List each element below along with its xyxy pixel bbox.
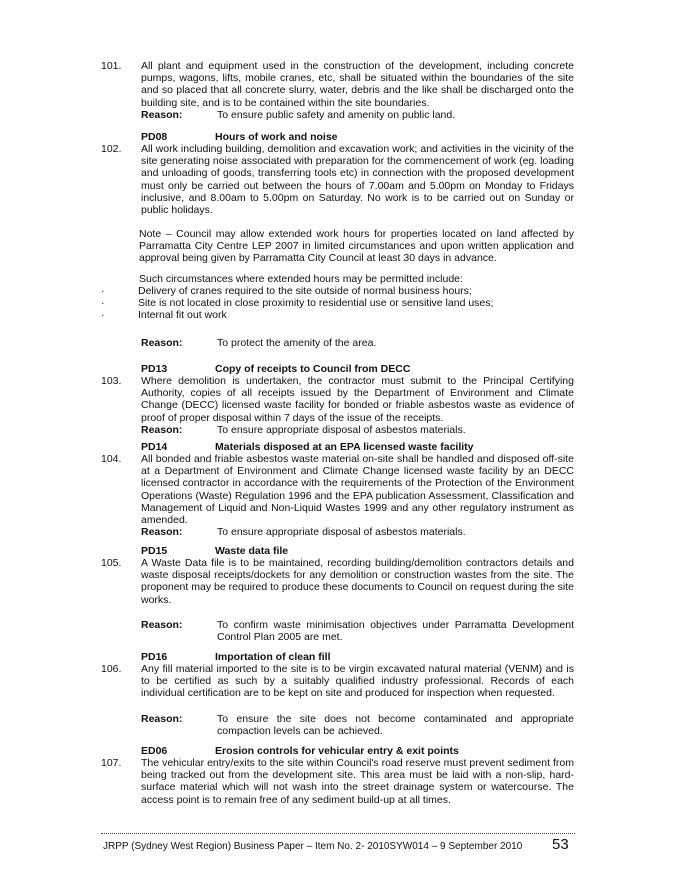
list-item bbox=[101, 297, 571, 309]
reason-label: Reason: bbox=[141, 337, 183, 349]
condition-103 bbox=[103, 375, 574, 436]
condition-number: 107. bbox=[101, 757, 122, 769]
section-heading-pd13 bbox=[141, 363, 410, 375]
condition-107 bbox=[103, 757, 574, 806]
condition-text: Any fill material imported to the site is to be virgin excavated natural material (VENM) and is to be certified as such by a suitably qualified industry professional. Records of each individual certification are to be kept on site and produced for inspection when requested. bbox=[141, 663, 574, 700]
reason-text: To ensure appropriate disposal of asbestos materials. bbox=[217, 526, 466, 539]
section-title: Hours of work and noise bbox=[215, 131, 338, 143]
condition-number: 103. bbox=[101, 375, 122, 387]
reason-105 bbox=[103, 619, 574, 643]
reason-text: To ensure appropriate disposal of asbestos materials. bbox=[217, 423, 466, 436]
reason-text: To ensure the site does not become contaminated and appropriate compaction levels can be achieved. bbox=[217, 713, 574, 738]
reason-text: To protect the amenity of the area. bbox=[217, 337, 377, 349]
condition-number: 104. bbox=[101, 453, 122, 465]
list-item bbox=[101, 309, 571, 321]
footer-text: JRPP (Sydney West Region) Business Paper – Item No. 2- 2010SYW014 – 9 September 2010 bbox=[103, 841, 523, 852]
circumstances-list bbox=[101, 285, 571, 322]
reason-label: Reason: bbox=[141, 713, 183, 725]
condition-text: A Waste Data file is to be maintained, recording building/demolition contractors details and waste disposal receipts/dockets for any demolition or construction wastes from the site. The proponent may be required to produce these documents to Council on request during the site works. bbox=[141, 557, 574, 606]
circumstances-intro: Such circumstances where extended hours may be permitted include: bbox=[139, 273, 463, 285]
section-heading-pd16 bbox=[141, 651, 331, 663]
bullet-icon: · bbox=[101, 309, 105, 322]
reason-106 bbox=[103, 713, 574, 737]
reason-row bbox=[141, 109, 574, 121]
section-title: Erosion controls for vehicular entry & exit points bbox=[215, 745, 459, 757]
reason-row bbox=[141, 424, 574, 436]
section-title: Waste data file bbox=[215, 545, 289, 557]
condition-105 bbox=[103, 557, 574, 606]
section-code: PD08 bbox=[141, 131, 168, 143]
condition-text: All plant and equipment used in the construction of the development, including concrete pumps, wagons, lifts, mobile cranes, etc, shall be situated within the boundaries of the site and so placed that all concrete slurry, water, debris and the like shall be discharged onto the building site, and is to be contained within the site boundaries. bbox=[141, 60, 574, 109]
reason-row bbox=[141, 713, 574, 737]
section-code: PD15 bbox=[141, 545, 168, 557]
condition-number: 102. bbox=[101, 143, 122, 155]
condition-text: The vehicular entry/exits to the site within Council's road reserve must prevent sediment from being tracked out from the development site. This area must be laid with a non-slip, hard-surface material which will not wash into the street drainage system or watercourse. The access point is to remain free of any sediment build-up at all times. bbox=[141, 757, 574, 806]
section-heading-pd15 bbox=[141, 545, 288, 557]
section-code: PD16 bbox=[141, 651, 168, 663]
section-title: Importation of clean fill bbox=[215, 651, 331, 663]
condition-102 bbox=[103, 143, 574, 216]
reason-text: To ensure public safety and amenity on public land. bbox=[217, 108, 456, 121]
condition-104 bbox=[103, 453, 574, 538]
section-title: Materials disposed at an EPA licensed waste facility bbox=[215, 441, 474, 453]
footer-divider bbox=[101, 833, 575, 834]
reason-102 bbox=[103, 337, 574, 349]
section-heading-pd14 bbox=[141, 441, 474, 453]
reason-label: Reason: bbox=[141, 619, 183, 631]
section-code: PD13 bbox=[141, 363, 168, 375]
condition-text: Where demolition is undertaken, the contractor must submit to the Principal Certifying Authority, copies of all receipts issued by the Department of Environment and Climate Change (DECC) licensed waste facility for bonded or friable asbestos waste as evidence of proof of proper disposal within 7 days of the issue of the receipts. bbox=[141, 375, 574, 424]
reason-row bbox=[141, 337, 574, 349]
bullet-icon: · bbox=[101, 297, 105, 310]
page-number: 53 bbox=[552, 836, 569, 853]
section-heading-pd08 bbox=[141, 131, 338, 143]
condition-106 bbox=[103, 663, 574, 700]
reason-row bbox=[141, 619, 574, 643]
reason-row bbox=[141, 526, 574, 538]
section-heading-ed06 bbox=[141, 745, 459, 757]
section-code: PD14 bbox=[141, 441, 168, 453]
reason-label: Reason: bbox=[141, 526, 183, 539]
list-item-text: Site is not located in close proximity to residential use or sensitive land uses; bbox=[138, 297, 494, 310]
condition-text: All bonded and friable asbestos waste material on-site shall be handled and disposed off-site at a Department of Environment and Climate Change licensed waste facility by an DECC licensed contractor in accordance with the requirements of the Protection of the Environment Operations (Waste) Regulation 1996 and the EPA publication Assessment, Classification and Management of Liquid and Non-Liquid Wastes 1999 and any other regulatory instrument as amended. bbox=[141, 453, 574, 527]
condition-number: 105. bbox=[101, 557, 122, 569]
condition-number: 101. bbox=[101, 60, 122, 72]
section-title: Copy of receipts to Council from DECC bbox=[215, 363, 411, 375]
condition-number: 106. bbox=[101, 663, 122, 675]
section-code: ED06 bbox=[141, 745, 168, 757]
list-item bbox=[101, 285, 571, 297]
reason-label: Reason: bbox=[141, 108, 183, 121]
condition-text: All work including building, demolition and excavation work; and activities in the vicinity of the site generating noise associated with preparation for the commencement of work (eg. loading and unloading of goods, transferring tools etc) in connection with the proposed development must only be carried out between the hours of 7.00am and 5.00pm on Monday to Fridays inclusive, and 8.00am to 5.00pm on Saturday. No work is to be carried out on Sunday or public holidays. bbox=[141, 143, 574, 217]
condition-101 bbox=[103, 60, 574, 121]
list-item-text: Internal fit out work bbox=[138, 309, 227, 322]
reason-text: To confirm waste minimisation objectives under Parramatta Development Control Plan 2005 are met. bbox=[217, 619, 574, 644]
bullet-icon: · bbox=[101, 285, 105, 297]
reason-label: Reason: bbox=[141, 423, 183, 436]
condition-note: Note – Council may allow extended work hours for properties located on land affected by Parramatta City Centre LEP 2007 in limited circumstances and upon written application and approval being given by Parramatta City Council at least 30 days in advance. bbox=[139, 228, 574, 265]
list-item-text: Delivery of cranes required to the site outside of normal business hours; bbox=[138, 285, 472, 297]
